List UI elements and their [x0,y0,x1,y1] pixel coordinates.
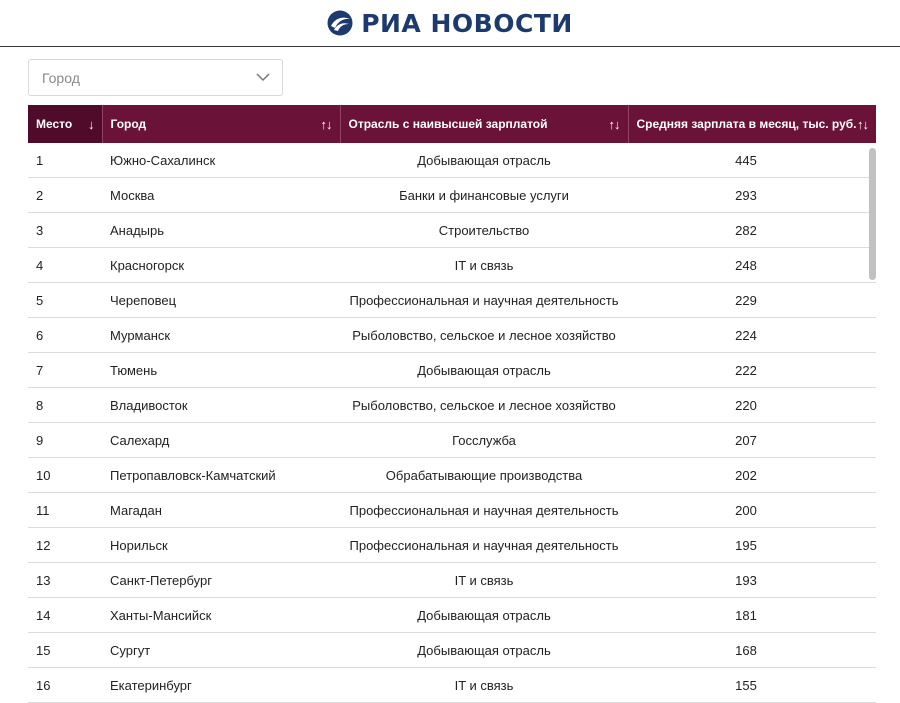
salary-cell: 195 [628,528,876,563]
salary-cell: 202 [628,458,876,493]
industry-cell: Строительство [340,213,628,248]
city-cell: Норильск [102,528,340,563]
city-cell: Москва [102,178,340,213]
column-header-city[interactable] [102,105,340,143]
rank-cell: 4 [28,248,102,283]
industry-cell: Профессиональная и научная деятельность [340,283,628,318]
city-cell: Санкт-Петербург [102,563,340,598]
salary-cell: 445 [628,143,876,178]
industry-cell: Обрабатывающие производства [340,458,628,493]
table-row [28,283,876,318]
city-filter-dropdown[interactable] [28,59,283,96]
city-cell: Владивосток [102,388,340,423]
city-cell: Салехард [102,423,340,458]
industry-cell: IT и связь [340,248,628,283]
site-header [0,0,900,47]
city-cell: Екатеринбург [102,668,340,703]
table-header-row [28,105,876,143]
city-filter-placeholder: Город [42,69,80,86]
rank-cell: 7 [28,353,102,388]
salary-cell: 248 [628,248,876,283]
column-header-label: Отрасль с наивысшей зарплатой [348,117,548,131]
industry-cell: Добывающая отрасль [340,353,628,388]
city-cell: Магадан [102,493,340,528]
table-scrollbar[interactable] [869,148,876,280]
industry-cell: IT и связь [340,563,628,598]
column-header-industry[interactable] [340,105,628,143]
salary-cell: 155 [628,668,876,703]
sort-icon: ↑↓ [608,116,620,132]
city-cell: Анадырь [102,213,340,248]
industry-cell: Банки и финансовые услуги [340,178,628,213]
rank-cell: 9 [28,423,102,458]
rank-cell: 10 [28,458,102,493]
table-row [28,598,876,633]
chevron-down-icon [256,73,270,82]
salary-cell: 181 [628,598,876,633]
sort-icon: ↑↓ [857,116,868,132]
city-cell: Красногорск [102,248,340,283]
table-body [28,143,876,703]
table-row [28,388,876,423]
salary-cell: 229 [628,283,876,318]
city-cell: Южно-Сахалинск [102,143,340,178]
industry-cell: Добывающая отрасль [340,143,628,178]
city-cell: Череповец [102,283,340,318]
salary-cell: 222 [628,353,876,388]
table-row [28,143,876,178]
rank-cell: 14 [28,598,102,633]
salary-table [28,105,876,703]
column-header-salary[interactable] [628,105,876,143]
salary-cell: 193 [628,563,876,598]
rank-cell: 6 [28,318,102,353]
table-row [28,633,876,668]
salary-cell: 200 [628,493,876,528]
industry-cell: Профессиональная и научная деятельность [340,528,628,563]
industry-cell: IT и связь [340,668,628,703]
industry-cell: Добывающая отрасль [340,633,628,668]
table-row [28,318,876,353]
salary-cell: 207 [628,423,876,458]
sort-desc-icon: ↓ [88,116,94,132]
salary-cell: 220 [628,388,876,423]
table-row [28,353,876,388]
rank-cell: 13 [28,563,102,598]
city-cell: Сургут [102,633,340,668]
column-header-rank[interactable] [28,105,102,143]
table-row [28,563,876,598]
sort-icon: ↑↓ [320,116,332,132]
table-row [28,213,876,248]
rank-cell: 15 [28,633,102,668]
city-cell: Ханты-Мансийск [102,598,340,633]
table-row [28,458,876,493]
column-header-label: Место [36,117,73,131]
industry-cell: Рыболовство, сельское и лесное хозяйство [340,318,628,353]
industry-cell: Рыболовство, сельское и лесное хозяйство [340,388,628,423]
salary-cell: 282 [628,213,876,248]
rank-cell: 8 [28,388,102,423]
table-row [28,528,876,563]
table-row [28,423,876,458]
rank-cell: 16 [28,668,102,703]
ria-logo-icon [327,10,353,36]
city-cell: Петропавловск-Камчатский [102,458,340,493]
rank-cell: 1 [28,143,102,178]
rank-cell: 5 [28,283,102,318]
table-row [28,493,876,528]
rank-cell: 12 [28,528,102,563]
table-row [28,668,876,703]
rank-cell: 3 [28,213,102,248]
industry-cell: Госслужба [340,423,628,458]
table-row [28,178,876,213]
city-cell: Тюмень [102,353,340,388]
salary-cell: 224 [628,318,876,353]
column-header-label: Средняя зарплата в месяц, тыс. руб. [636,117,857,131]
rank-cell: 11 [28,493,102,528]
rank-cell: 2 [28,178,102,213]
salary-cell: 293 [628,178,876,213]
column-header-label: Город [110,117,147,131]
salary-cell: 168 [628,633,876,668]
city-cell: Мурманск [102,318,340,353]
industry-cell: Добывающая отрасль [340,598,628,633]
salary-table-container [28,105,876,703]
brand-name[interactable]: РИА НОВОСТИ [361,8,573,38]
table-row [28,248,876,283]
industry-cell: Профессиональная и научная деятельность [340,493,628,528]
